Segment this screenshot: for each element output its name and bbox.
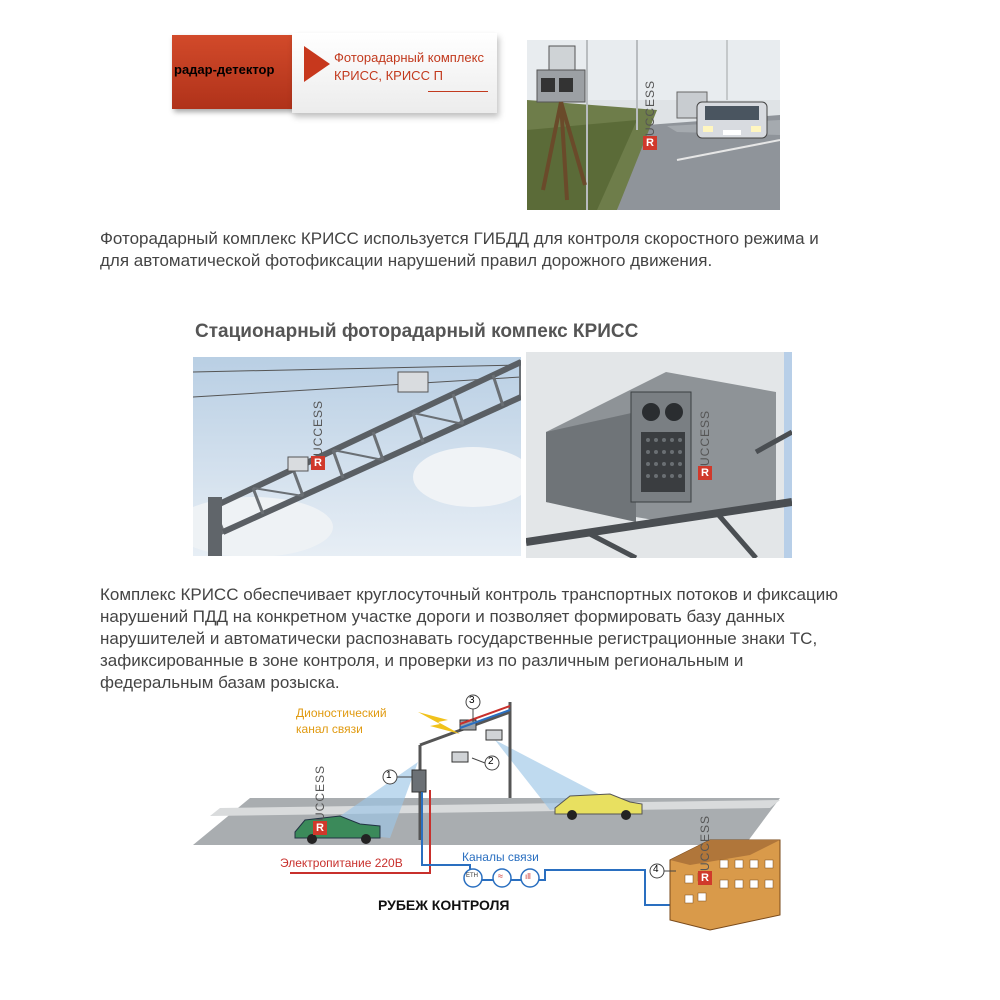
control-boundary-label: РУБЕЖ КОНТРОЛЯ — [378, 897, 510, 913]
watermark-text: UCCESS — [313, 765, 327, 822]
watermark-text: UCCESS — [698, 815, 712, 872]
marker-4: 4 — [653, 864, 659, 875]
watermark-text: UCCESS — [698, 410, 712, 467]
marker-2: 2 — [488, 756, 494, 767]
marker-1: 1 — [386, 770, 392, 781]
description-line-1: Комплекс КРИСС обеспечивает круглосуточный контроль транспортных потоков и фиксацию — [100, 585, 838, 604]
eth-icon: ETH — [466, 873, 478, 879]
watermark-logo: R — [311, 456, 325, 470]
diag-channel-label-2: канал связи — [296, 722, 363, 736]
description-line-3: нарушителей и автоматически распознавать государственные регистрационные знаки ТС, — [100, 629, 818, 648]
description-line-4: зафиксированные в зоне контроля, и проверки из по различным региональным и — [100, 651, 744, 670]
power-supply-label: Электропитание 220В — [280, 856, 403, 870]
watermark-logo: R — [698, 871, 712, 885]
watermark-1 — [643, 80, 657, 150]
description-paragraph — [100, 584, 838, 694]
watermark-logo: R — [698, 466, 712, 480]
camera-closeup-photo — [526, 352, 792, 558]
section-heading: Стационарный фоторадарный компекс КРИСС — [195, 321, 639, 342]
intro-paragraph — [100, 228, 819, 272]
intro-line-2: для автоматической фотофиксации нарушений правил дорожного движения. — [100, 251, 713, 270]
gantry-photo — [193, 357, 521, 556]
watermark-text: UCCESS — [643, 80, 657, 137]
radar-detector-tag-label: радар-детектор — [174, 62, 275, 77]
signal-icon: ıll — [525, 872, 531, 881]
diag-channel-label-1: Дионостический — [296, 706, 387, 720]
description-line-2: нарушений ПДД на конкретном участке дороги и позволяет формировать базу данных — [100, 607, 785, 626]
watermark-text: UCCESS — [311, 400, 325, 457]
banner-title-line1: Фоторадарный комплекс — [334, 50, 484, 65]
comm-channels-label: Каналы связи — [462, 850, 539, 864]
watermark-logo: R — [313, 821, 327, 835]
description-line-5: федеральным базам розыска. — [100, 673, 340, 692]
banner-underline — [428, 91, 488, 92]
banner-title-line2: КРИСС, КРИСС П — [334, 68, 443, 83]
watermark-3 — [698, 410, 712, 480]
arrow-right-icon — [304, 46, 330, 82]
watermark-5 — [698, 815, 712, 885]
intro-line-1: Фоторадарный комплекс КРИСС используется ГИБДД для контроля скоростного режима и — [100, 229, 819, 248]
watermark-logo: R — [643, 136, 657, 150]
modem-icon: ≈ — [498, 871, 503, 881]
marker-3: 3 — [469, 695, 475, 706]
watermark-2 — [311, 400, 325, 470]
watermark-4 — [313, 765, 327, 835]
